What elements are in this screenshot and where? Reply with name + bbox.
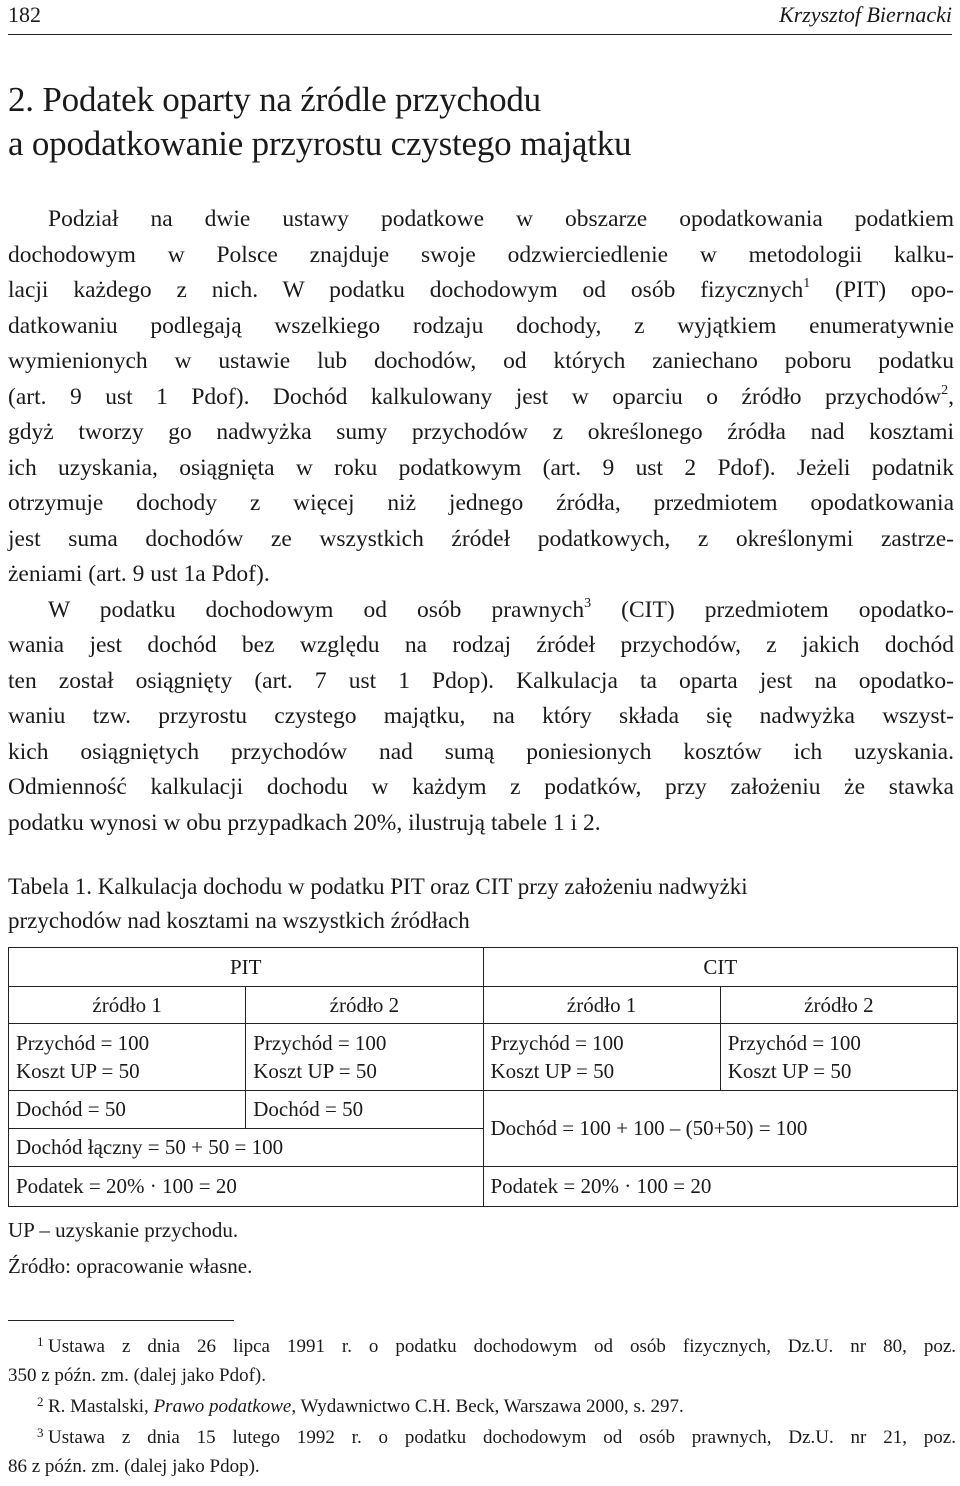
table-header-cit: CIT: [483, 948, 958, 987]
text-line: Odmienność kalkulacji dochodu w każdym z podatków, przy założeniu że stawka: [8, 774, 954, 800]
table-row: [9, 1167, 958, 1207]
table-cell: [9, 1024, 246, 1091]
paragraph-1: [8, 202, 954, 593]
cell-line: Przychód = 100: [16, 1031, 150, 1055]
footnote-number: 3: [37, 1425, 44, 1440]
table-cell: źródło 1: [9, 987, 246, 1024]
text-segment: ,: [948, 383, 954, 410]
table-caption-line: Tabela 1. Kalkulacja dochodu w podatku PIT oraz CIT przy założeniu nadwyżki: [8, 874, 748, 899]
footnote-ref-3: 3: [584, 595, 592, 611]
running-header: [8, 0, 952, 35]
footnote-1: [8, 1332, 956, 1390]
table-cell: źródło 1: [483, 987, 720, 1024]
footnote-number: 2: [37, 1394, 44, 1409]
text-segment: lacji każdego z nich. W podatku dochodowym od osób fizycznych: [8, 277, 804, 303]
footnote-divider: [8, 1320, 234, 1321]
text-line: [8, 593, 954, 629]
table-row: [9, 1024, 958, 1091]
cell-line: Koszt UP = 50: [16, 1059, 140, 1083]
table-cell: [720, 1024, 957, 1091]
text-line: kich osiągniętych przychodów nad sumą poniesionych kosztów ich uzyskania.: [8, 738, 954, 765]
cell-line: Koszt UP = 50: [253, 1059, 377, 1083]
text-line: datkowaniu podlegają wszelkiego rodzaju dochody, z wyjątkiem enumeratywnie: [8, 312, 954, 339]
text-line: ten został osiągnięty (art. 7 ust 1 Pdop). Kalkulacja ta oparta jest na opodatko-: [8, 667, 954, 694]
page-number: 182: [8, 2, 41, 27]
footnote-number: 1: [37, 1334, 44, 1349]
table-header-pit: PIT: [9, 948, 484, 987]
text-line: podatku wynosi w obu przypadkach 20%, ilustrują tabele 1 i 2.: [8, 809, 601, 836]
text-line: dochodowym w Polsce znajduje swoje odzwierciedlenie w metodologii kalku-: [8, 241, 954, 268]
table-cell-cit-income: Dochód = 100 + 100 – (50+50) = 100: [483, 1091, 958, 1167]
text-line: [8, 273, 954, 309]
text-line: wania jest dochód bez względu na rodzaj źródeł przychodów, z jakich dochód: [8, 632, 954, 658]
section-heading: [8, 78, 631, 166]
table-notes: [8, 1212, 252, 1284]
footnote-line: [8, 1332, 956, 1361]
table-row: [9, 948, 958, 987]
footnote-text: Ustawa z dnia 26 lipca 1991 r. o podatku dochodowym od osób fizycznych, Dz.U. nr 80, poz.: [48, 1336, 956, 1357]
text-line: Podział na dwie ustawy podatkowe w obszarze opodatkowania podatkiem: [48, 206, 954, 232]
cell-line: Przychód = 100: [253, 1031, 387, 1055]
text-segment: (CIT) przedmiotem opodatko-: [591, 596, 954, 623]
table-row: [9, 987, 958, 1024]
footnote-ref-1: 1: [803, 276, 811, 291]
footnote-3: [8, 1423, 956, 1481]
footnote-text: R. Mastalski,: [48, 1396, 154, 1417]
cell-line: Przychód = 100: [490, 1031, 624, 1055]
text-line: wymienionych w ustawie lub dochodów, od których zaniechano poboru podatku: [8, 348, 954, 374]
footnotes: [8, 1332, 956, 1483]
footnote-line: [8, 1392, 956, 1421]
table-cell-cit-tax: Podatek = 20% · 100 = 20: [483, 1167, 958, 1207]
text-segment: (art. 9 ust 1 Pdof). Dochód kalkulowany jest w oparciu o źródło przychodów: [8, 383, 942, 410]
table-cell: Dochód = 50: [9, 1091, 246, 1129]
running-author: Krzysztof Biernacki: [779, 2, 952, 27]
text-line: waniu tzw. przyrostu czystego majątku, na który składa się nadwyżka wszyst-: [8, 703, 954, 729]
footnote-ref-2: 2: [941, 382, 949, 398]
footnote-text: Ustawa z dnia 15 lutego 1992 r. o podatku dochodowym od osób prawnych, Dz.U. nr 21, poz.: [48, 1427, 956, 1448]
footnote-line: [8, 1423, 956, 1452]
table-cell: [246, 1024, 483, 1091]
text-segment: (PIT) opo-: [810, 277, 954, 303]
table-caption: [8, 870, 954, 938]
table-cell: [483, 1024, 720, 1091]
text-line: gdyż tworzy go nadwyżka sumy przychodów z określonego źródła nad kosztami: [8, 419, 954, 445]
text-line: otrzymuje dochody z więcej niż jednego źródła, przedmiotem opodatkowania: [8, 490, 954, 516]
footnote-text: , Wydawnictwo C.H. Beck, Warszawa 2000, s. 297.: [291, 1396, 684, 1417]
table-cell: źródło 2: [246, 987, 483, 1024]
footnote-line: 86 z późn. zm. (dalej jako Pdop).: [8, 1456, 260, 1477]
section-heading-line-1: 2. Podatek oparty na źródle przychodu: [8, 80, 541, 119]
table-cell-pit-tax: Podatek = 20% · 100 = 20: [9, 1167, 484, 1207]
text-line: jest suma dochodów ze wszystkich źródeł podatkowych, z określonymi zastrze-: [8, 525, 954, 552]
table-cell-pit-total-income: Dochód łączny = 50 + 50 = 100: [9, 1129, 484, 1167]
table-row: [9, 1091, 958, 1129]
table-note-abbrev: UP – uzyskanie przychodu.: [8, 1218, 239, 1242]
table-cell: źródło 2: [720, 987, 957, 1024]
text-line: ich uzyskania, osiągnięta w roku podatkowym (art. 9 ust 2 Pdof). Jeżeli podatnik: [8, 454, 954, 481]
footnote-book-title: Prawo podatkowe: [153, 1396, 292, 1417]
income-calculation-table: [8, 947, 958, 1207]
cell-line: Koszt UP = 50: [727, 1059, 852, 1083]
text-line: żeniami (art. 9 ust 1a Pdof).: [8, 561, 270, 587]
table-caption-line: przychodów nad kosztami na wszystkich źródłach: [8, 908, 470, 933]
table-cell: Dochód = 50: [246, 1091, 483, 1129]
section-heading-line-2: a opodatkowanie przyrostu czystego majątku: [8, 124, 632, 163]
footnote-line: 350 z późn. zm. (dalej jako Pdof).: [8, 1365, 267, 1386]
paragraph-2: [8, 593, 954, 842]
text-segment: W podatku dochodowym od osób prawnych: [48, 596, 585, 623]
body-text: [8, 202, 954, 841]
table-note-source: Źródło: opracowanie własne.: [8, 1254, 253, 1278]
text-line: [8, 380, 954, 416]
cell-line: Przychód = 100: [727, 1031, 861, 1055]
cell-line: Koszt UP = 50: [490, 1059, 615, 1083]
footnote-2: [8, 1392, 956, 1421]
